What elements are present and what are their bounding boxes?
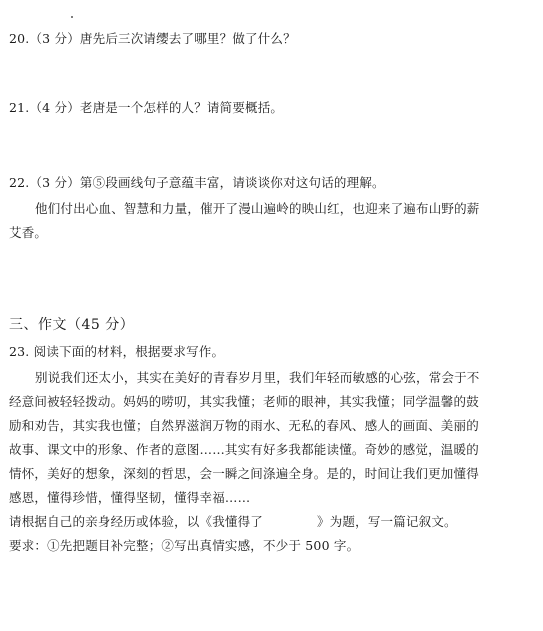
question-number: 23. (9, 344, 30, 359)
question-score: （3 分） (29, 31, 80, 46)
material-line: 经意间被轻轻拨动。妈妈的唠叨，其实我懂；老师的眼神，其实我懂；同学温馨的鼓 (9, 394, 479, 409)
material-line: 励和劝告，其实我也懂；自然界滋润万物的雨水、无私的春风、感人的画面、美丽的 (9, 418, 479, 433)
question-text: 阅读下面的材料，根据要求写作。 (33, 344, 225, 359)
question-text: 老唐是一个怎样的人？请简要概括。 (79, 100, 284, 115)
question-20 (9, 31, 296, 47)
question-21 (9, 100, 283, 116)
question-number: 22. (9, 175, 30, 190)
prompt-text-before: 请根据自己的亲身经历或体验，以《我懂得了 (9, 514, 264, 529)
material-line: 别说我们还太小，其实在美好的青春岁月里，我们年轻而敏感的心弦，常会于不 (35, 370, 480, 385)
question-score: （3 分） (29, 175, 80, 190)
writing-prompt (9, 514, 457, 530)
question-22 (9, 175, 385, 191)
quoted-sentence-line-2: 艾香。 (9, 225, 48, 240)
quoted-sentence-line-1: 他们付出心血、智慧和力量，催开了漫山遍岭的映山红，也迎来了遍布山野的薪 (35, 201, 480, 216)
material-line: 感恩，懂得珍惜，懂得坚韧，懂得幸福…… (9, 490, 251, 505)
question-23 (9, 344, 224, 360)
material-line: 故事、课文中的形象、作者的意图……其实有好多我都能读懂。奇妙的感觉，温暖的 (9, 442, 479, 457)
writing-requirements: 要求：①先把题目补完整；②写出真情实感，不少于 500 字。 (9, 538, 360, 553)
question-score: （4 分） (29, 100, 80, 115)
question-text: 唐先后三次请缨去了哪里？做了什么？ (79, 31, 296, 46)
question-text: 第⑤段画线句子意蕴丰富，请谈谈你对这句话的理解。 (79, 175, 385, 190)
question-number: 20. (9, 31, 30, 46)
scan-speck (71, 16, 73, 18)
material-line: 情怀，美好的想象，深刻的哲思，会一瞬之间涤遍全身。是的，时间让我们更加懂得 (9, 466, 479, 481)
question-number: 21. (9, 100, 30, 115)
prompt-text-after: 》为题，写一篇记叙文。 (317, 514, 457, 529)
section-title: 三、作文（45 分） (9, 317, 135, 333)
